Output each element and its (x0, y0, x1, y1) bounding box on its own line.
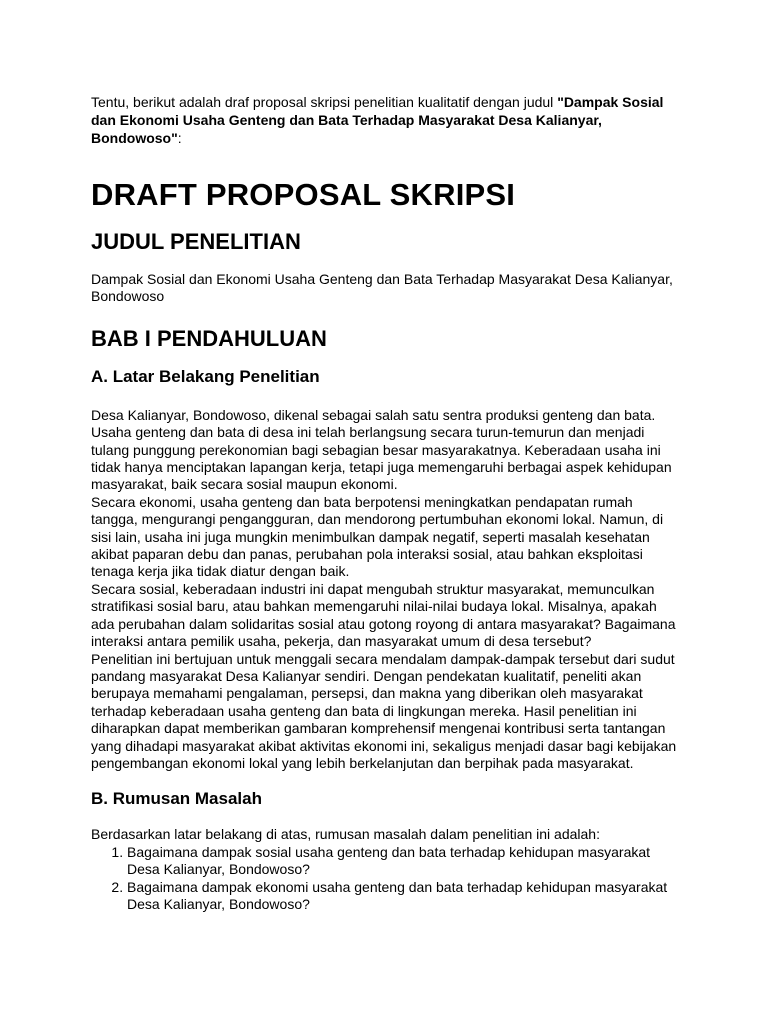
list-item: 1. Bagaimana dampak sosial usaha genteng dan bata terhadap kehidupan masyarakat Desa Kalianyar, Bondowoso? (127, 844, 683, 879)
intro-suffix: : (177, 130, 182, 146)
section-b-heading: B. Rumusan Masalah (91, 789, 262, 809)
section-a-body (91, 407, 683, 773)
rumusan-masalah-list (91, 844, 683, 914)
section-a-paragraph-1: Desa Kalianyar, Bondowoso, dikenal sebagai salah satu sentra produksi genteng dan bata. Usaha genteng dan bata di desa ini telah berlangsung secara turun-temurun dan menjadi tulang punggung perekonomian bagi sebagian besar masyarakatnya. Keberadaan usaha ini tidak hanya menciptakan lapangan kerja, tetapi juga memengaruhi berbagai aspek kehidupan masyarakat, baik secara sosial maupun ekonomi. (91, 406, 672, 493)
intro-paragraph (91, 93, 683, 147)
section-a-paragraph-4: Penelitian ini bertujuan untuk menggali secara mendalam dampak-dampak tersebut dari sudut pandang masyarakat Desa Kalianyar sendiri. Dengan pendekatan kualitatif, peneliti akan berupaya memahami pengalaman, persepsi, dan makna yang diberikan oleh masyarakat terhadap keberadaan usaha genteng dan bata di lingkungan mereka. Hasil penelitian ini diharapkan dapat memberikan gambaran komprehensif mengenai kontribusi serta tantangan yang dihadapi masyarakat akibat aktivitas ekonomi ini, sekaligus menjadi dasar bagi kebijakan pengembangan ekonomi lokal yang lebih berkelanjutan dan berpihak pada masyarakat. (91, 650, 677, 771)
section-a-paragraph-3: Secara sosial, keberadaan industri ini dapat mengubah struktur masyarakat, memunculkan stratifikasi sosial baru, atau bahkan memengaruhi nilai-nilai budaya lokal. Misalnya, apakah ada perubahan dalam solidaritas sosial atau gotong royong di antara masyarakat? Bagaimana interaksi antara pemilik usaha, pekerja, dan masyarakat umum di desa tersebut? (91, 580, 676, 650)
judul-heading: JUDUL PENELITIAN (91, 229, 301, 254)
section-a-heading: A. Latar Belakang Penelitian (91, 366, 320, 386)
intro-prefix: Tentu, berikut adalah draf proposal skripsi penelitian kualitatif dengan judul (91, 94, 558, 110)
document-title: DRAFT PROPOSAL SKRIPSI (91, 177, 516, 212)
document-page (91, 93, 683, 913)
section-a-paragraph-2: Secara ekonomi, usaha genteng dan bata berpotensi meningkatkan pendapatan rumah tangga, mengurangi pengangguran, dan mendorong pertumbuhan ekonomi lokal. Namun, di sisi lain, usaha ini juga mungkin menimbulkan dampak negatif, seperti masalah kesehatan akibat paparan debu dan panas, perubahan pola interaksi sosial, atau bahkan eksploitasi tenaga kerja jika tidak diatur dengan baik. (91, 493, 664, 580)
section-b-lead: Berdasarkan latar belakang di atas, rumusan masalah dalam penelitian ini adalah: (91, 826, 600, 843)
list-item: 2. Bagaimana dampak ekonomi usaha genteng dan bata terhadap kehidupan masyarakat Desa Kalianyar, Bondowoso? (127, 879, 683, 914)
judul-text: Dampak Sosial dan Ekonomi Usaha Genteng dan Bata Terhadap Masyarakat Desa Kalianyar, Bondowoso (91, 271, 673, 305)
bab1-heading: BAB I PENDAHULUAN (91, 325, 327, 351)
intro-bold-title: "Dampak Sosial dan Ekonomi Usaha Genteng dan Bata Terhadap Masyarakat Desa Kalianyar, Bondowoso" (91, 94, 664, 146)
